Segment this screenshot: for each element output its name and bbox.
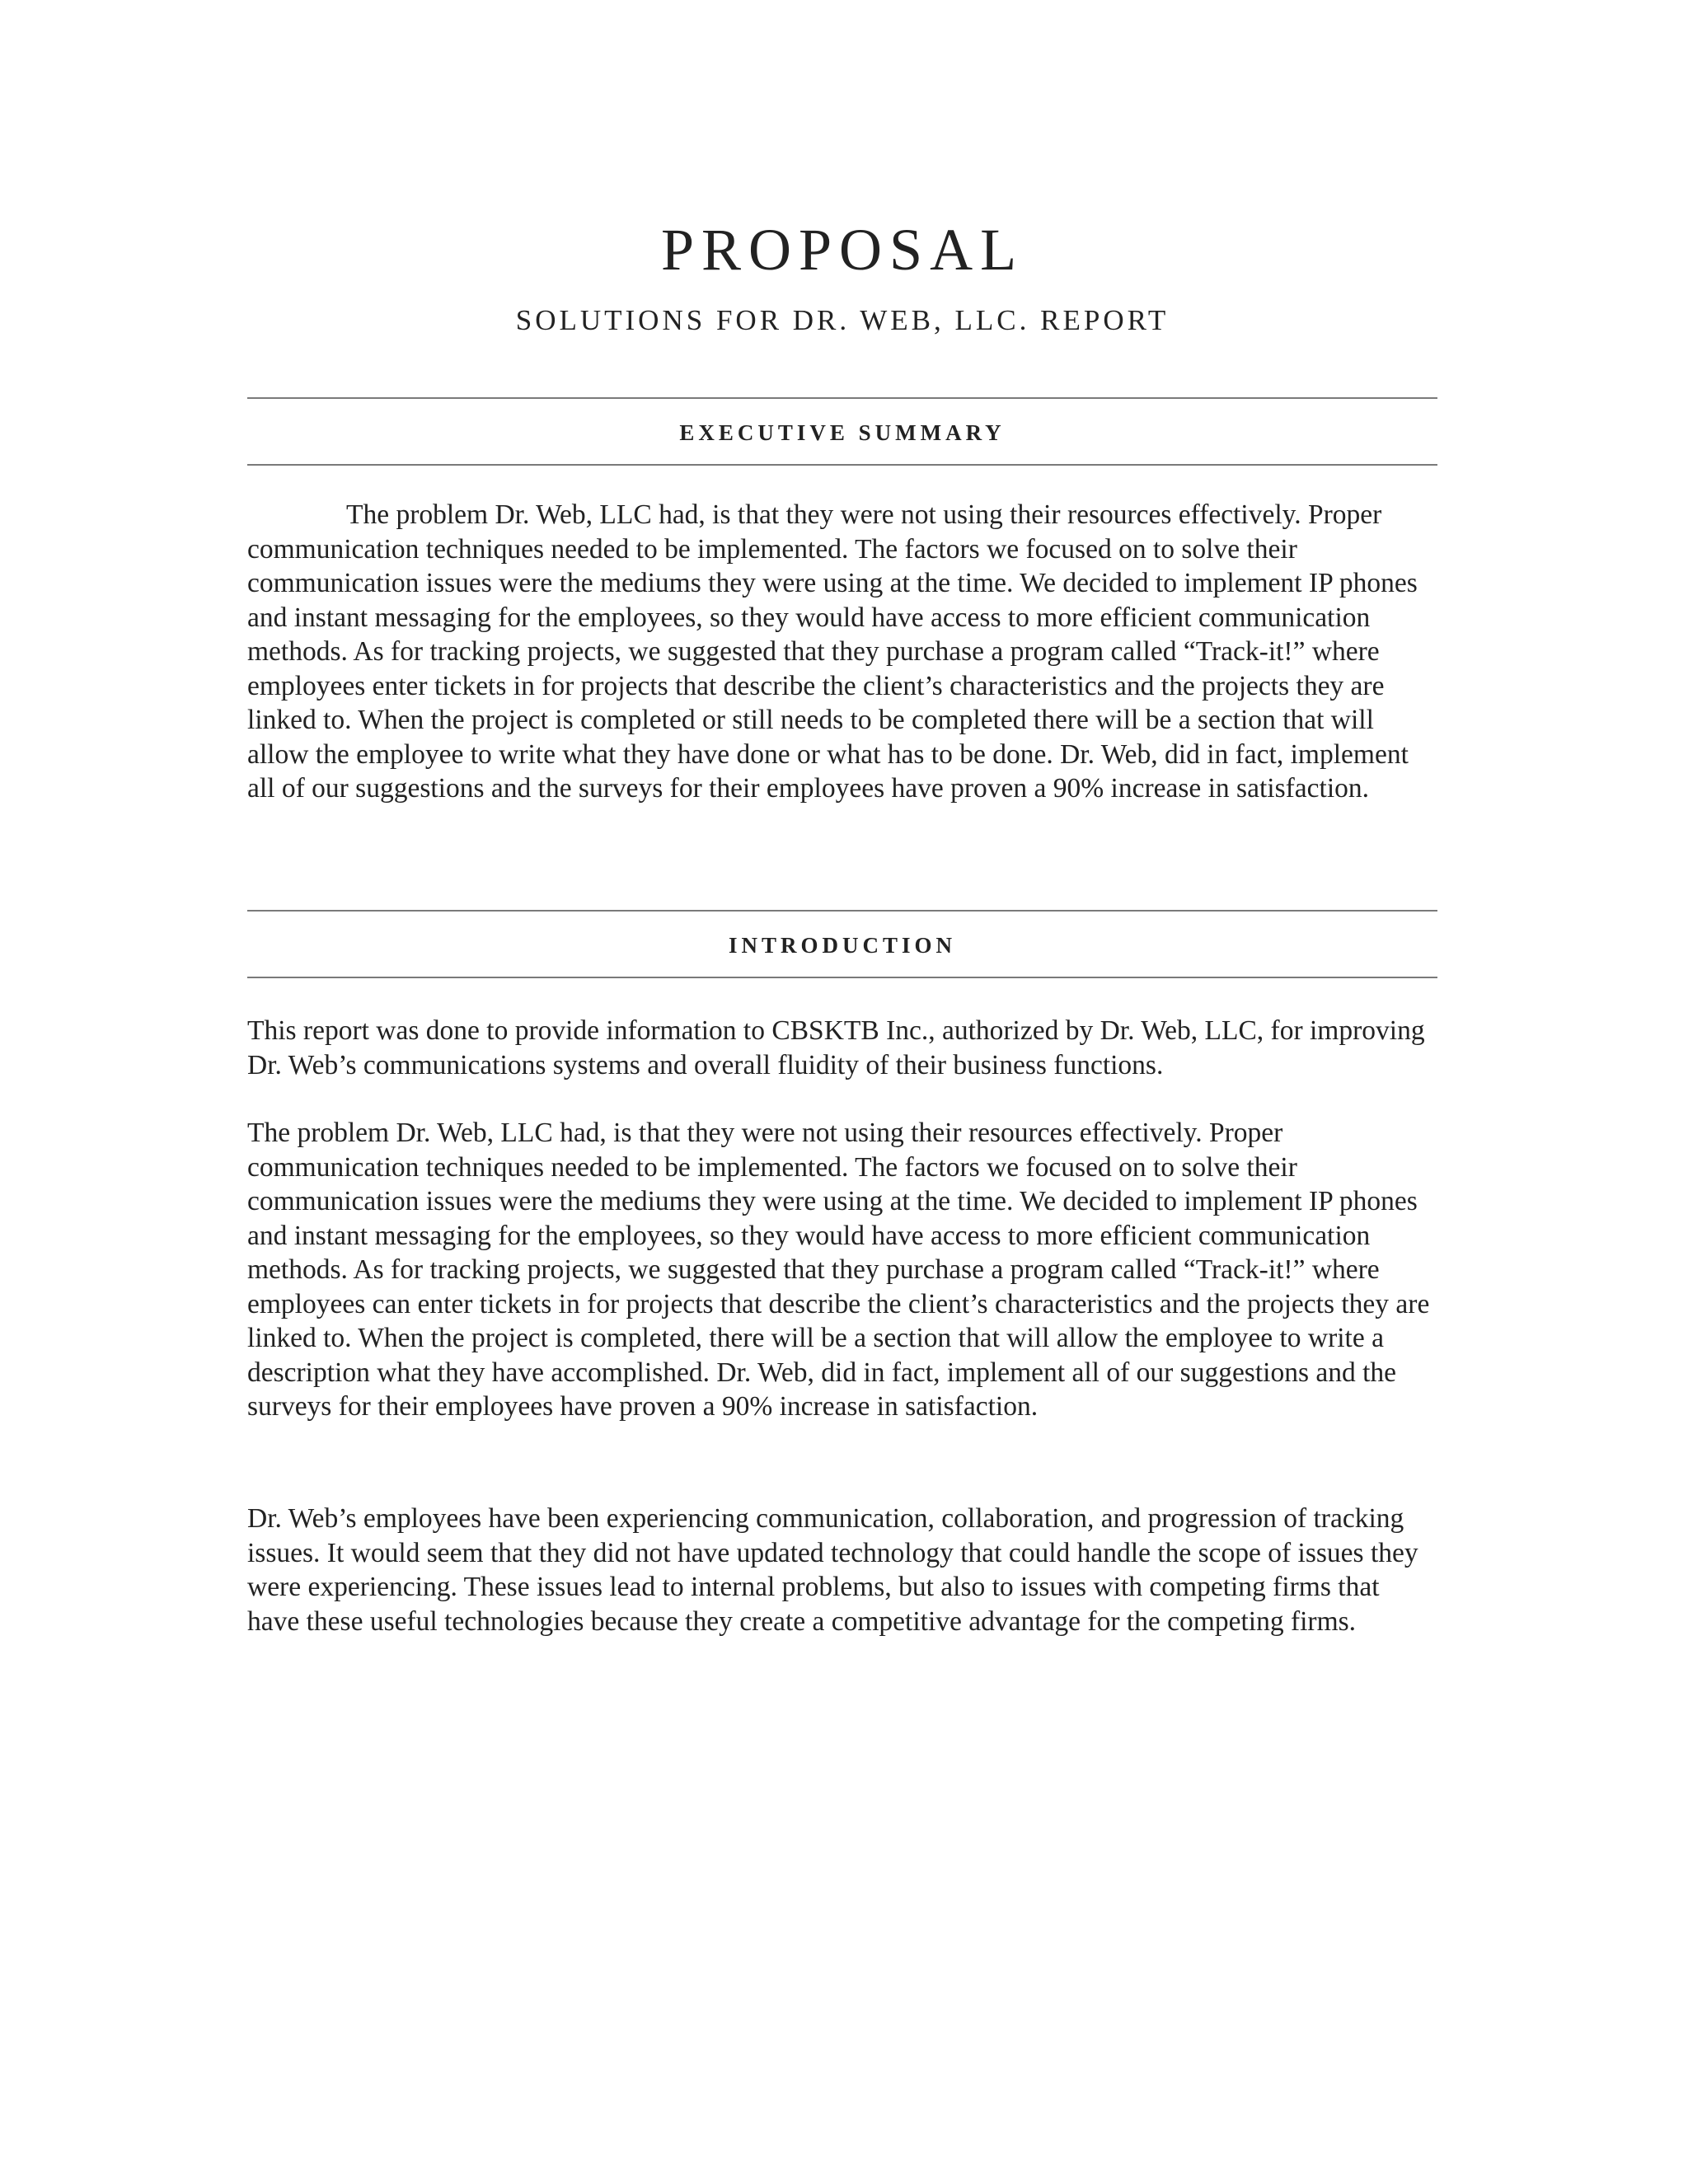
introduction-paragraph-2: The problem Dr. Web, LLC had, is that they were not using their resources effectively. Proper communication techniques needed to be implemented. The factors we focused on to solve their communication issues were the mediums they were using at the time. We decided to implement IP phones and instant messaging for the employees, so they would have access to more efficient communication methods. As for tracking projects, we suggested that they purchase a program called “Track-it!” where employees can enter tickets in for projects that describe the client’s characteristics and the projects they are linked to. When the project is completed, there will be a section that will allow the employee to write a description what they have accomplished. Dr. Web, did in fact, implement all of our suggestions and the surveys for their employees have proven a 90% increase in satisfaction. (247, 1118, 1430, 1422)
introduction-heading: INTRODUCTION (728, 933, 957, 958)
document-title: PROPOSAL (660, 217, 1025, 283)
executive-summary-paragraph: The problem Dr. Web, LLC had, is that they were not using their resources effectively. Proper communication techniques needed to be implemented. The factors we focused on to solve their communication issues were the mediums they were using at the time. We decided to implement IP phones and instant messaging for the employees, so they would have access to more efficient communication methods. As for tracking projects, we suggested that they purchase a program called “Track-it!” where employees enter tickets in for projects that describe the client’s characteristics and the projects they are linked to. When the project is completed or still needs to be completed there will be a section that will allow the employee to write what they have done or what has to be done. Dr. Web, did in fact, implement all of our suggestions and the surveys for their employees have proven a 90% increase in satisfaction. (247, 499, 1418, 804)
introduction-paragraph-3: Dr. Web’s employees have been experiencing communication, collaboration, and progression of tracking issues. It would seem that they did not have updated technology that could handle the scope of issues they were experiencing. These issues lead to internal problems, but also to issues with competing firms that have these useful technologies because they create a competitive advantage for the competing firms. (247, 1503, 1418, 1637)
section-divider-bottom (247, 977, 1437, 978)
section-divider-top (247, 910, 1437, 912)
introduction-paragraph-1: This report was done to provide information to CBSKTB Inc., authorized by Dr. Web, LLC, for improving Dr. Web’s communications systems and overall fluidity of their business functions. (247, 1015, 1425, 1080)
section-divider-bottom (247, 464, 1437, 466)
executive-summary-heading: EXECUTIVE SUMMARY (679, 420, 1006, 445)
section-divider-top (247, 397, 1437, 399)
document-page (247, 0, 1437, 2184)
document-subtitle: SOLUTIONS FOR DR. WEB, LLC. REPORT (515, 304, 1170, 336)
